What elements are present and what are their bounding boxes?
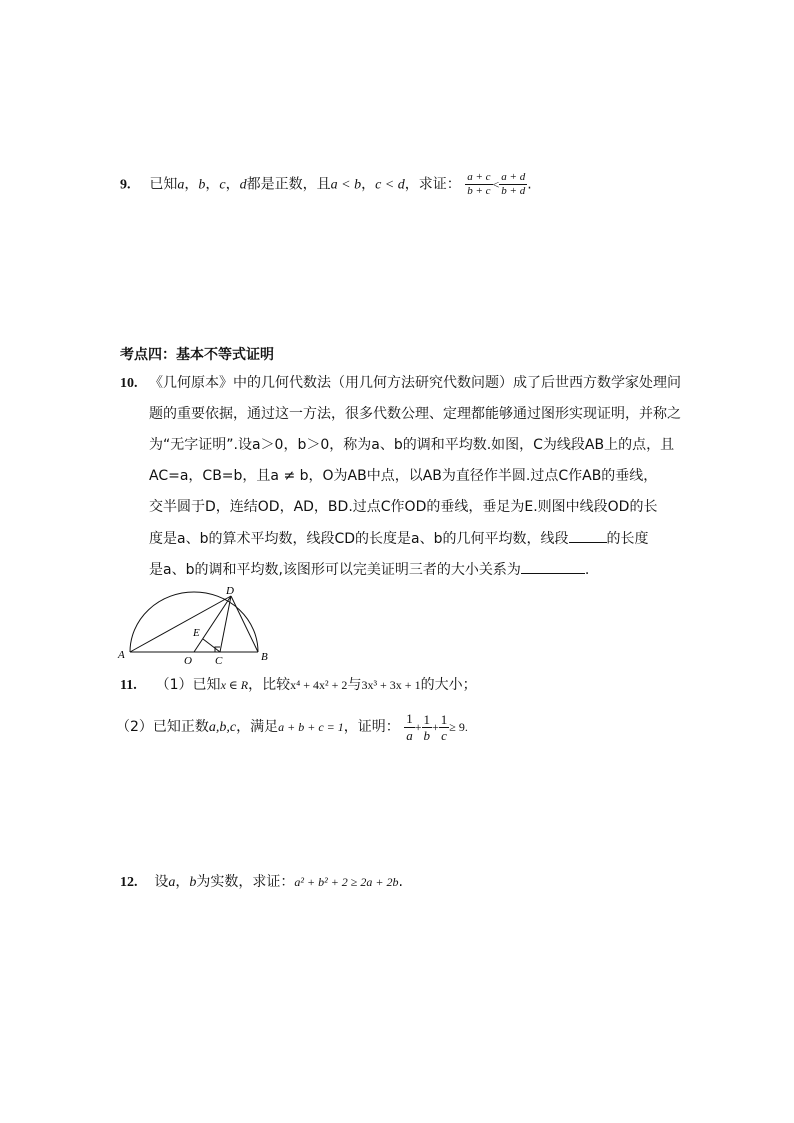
segment-ad	[130, 596, 231, 652]
q11-part1-c: 与	[347, 677, 362, 693]
q9-text-a: 已知	[149, 176, 178, 193]
ge-nine: ≥ 9.	[449, 720, 468, 734]
comma: ，	[175, 874, 190, 890]
q10-line-2: 题的重要依据，通过这一方法，很多代数公理、定理都能够通过图形实现证明，并称之	[149, 406, 681, 422]
question-12	[120, 872, 403, 893]
period: .	[584, 562, 590, 578]
semicircle-arc	[130, 592, 258, 652]
expression-2: 3x³ + 3x + 1	[361, 678, 421, 692]
var-d: d	[239, 177, 247, 193]
expression-1: x⁴ + 4x² + 2	[290, 678, 348, 692]
q10-line-1: 《几何原本》中的几何代数法（用几何方法研究代数问题）成了后世西方数学家处理问	[149, 375, 681, 391]
fraction-denominator: b + d	[501, 185, 526, 197]
sum-condition: a + b + c = 1	[278, 720, 344, 734]
fraction-numerator: 1	[440, 711, 448, 727]
label-a: A	[118, 649, 125, 661]
fraction-numerator: a + c	[467, 171, 491, 183]
q11-part1-b: ，比较	[248, 677, 291, 693]
segment-bd	[231, 596, 258, 652]
less-than-sign: <	[492, 177, 500, 192]
question-number: 9.	[120, 177, 131, 193]
q11-part1-a: （1）已知	[155, 677, 221, 693]
fraction-1-over-c	[439, 712, 450, 743]
plus-sign: +	[414, 720, 422, 734]
var-b: b	[198, 177, 206, 193]
segment-ce	[203, 639, 220, 652]
period: .	[527, 176, 532, 193]
question-number: 10.	[120, 376, 138, 391]
condition-2: c < d	[375, 177, 405, 193]
q9-text-c: ，求证：	[404, 176, 461, 193]
q11-part1-d: 的大小；	[420, 677, 477, 693]
q12-text-a: 设	[154, 874, 169, 890]
answer-blank-2[interactable]	[521, 559, 585, 574]
q10-line-6a: 度是a、b的算术平均数，线段CD的长度是a、b的几何平均数，线段	[149, 531, 569, 547]
fraction-denominator: a	[406, 728, 413, 743]
q11-part2-a: （2）已知正数	[116, 719, 209, 735]
fraction-numerator: 1	[423, 711, 430, 727]
comma: ，	[361, 176, 376, 193]
fraction-numerator: a + d	[501, 171, 526, 183]
comma: ，	[184, 176, 199, 193]
condition-1: a < b	[330, 177, 362, 193]
fraction-1-over-a	[404, 711, 415, 743]
fraction-1-over-b	[422, 712, 433, 743]
fraction-denominator: c	[441, 727, 447, 743]
variables: a,b,c	[208, 720, 237, 735]
q9-text-b: 都是正数，且	[246, 176, 331, 193]
q10-line-3: 为“无字证明”.设a＞0，b＞0，称为a、b的调和平均数.如图，C为线段AB上的点，且	[149, 437, 675, 453]
period: .	[398, 874, 403, 890]
q10-line-7a: 是a、b的调和平均数,该图形可以完美证明三者的大小关系为	[149, 562, 521, 578]
question-number: 12.	[120, 875, 138, 890]
q11-part2-b: ，满足	[236, 719, 279, 735]
comma: ，	[225, 176, 240, 193]
q10-line-5: 交半圆于D，连结OD，AD，BD.过点C作OD的垂线，垂足为E.则图中线段OD的长	[149, 499, 658, 515]
inequality-formula: a² + b² + 2 ≥ 2a + 2b	[294, 875, 399, 889]
set-condition: x ∈ R	[220, 678, 249, 692]
q10-line-6b: 的长度	[606, 531, 649, 547]
answer-blank-1[interactable]	[569, 528, 607, 543]
plus-sign: +	[432, 720, 439, 734]
label-b: B	[261, 651, 268, 663]
fraction-right	[499, 171, 527, 198]
question-11-part-1	[120, 675, 477, 696]
fraction-denominator: b + c	[467, 185, 491, 197]
q11-part2-c: ，证明：	[343, 719, 400, 735]
label-d: D	[226, 585, 234, 597]
comma: ，	[205, 176, 220, 193]
q12-text-b: 为实数，求证：	[196, 874, 295, 890]
label-e: E	[193, 627, 200, 639]
question-11-part-2	[116, 711, 468, 743]
label-c: C	[215, 655, 223, 666]
fraction-denominator: b	[423, 727, 430, 743]
var-a: a	[168, 875, 176, 890]
fraction-numerator: 1	[406, 711, 413, 726]
section-heading: 考点四：基本不等式证明	[120, 347, 274, 363]
question-number: 11.	[120, 678, 137, 693]
semicircle-figure	[116, 584, 272, 666]
var-b: b	[189, 875, 197, 890]
fraction-left	[465, 171, 492, 198]
var-c: c	[219, 177, 226, 193]
question-9	[120, 171, 532, 198]
q10-line-4: AC=a，CB=b，且a ≠ b，O为AB中点，以AB为直径作半圆.过点C作AB的垂线，	[149, 468, 658, 484]
var-a: a	[177, 177, 185, 193]
label-o: O	[184, 655, 192, 666]
